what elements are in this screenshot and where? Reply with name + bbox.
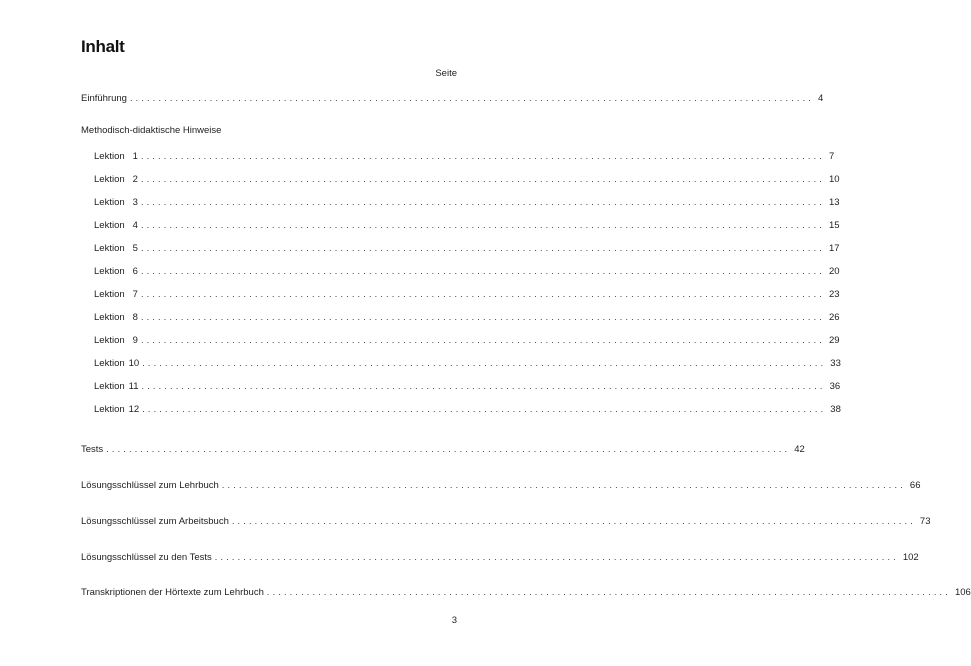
- lesson-number: 1: [132, 151, 138, 162]
- toc-entry: [81, 515, 931, 528]
- toc-entry-label: Lösungsschlüssel zum Arbeitsbuch: [81, 516, 229, 527]
- lesson-page: 17: [829, 243, 840, 254]
- leader-dots: ........................................................................................................................: [266, 587, 951, 597]
- toc-entry-page: 4: [818, 93, 824, 104]
- lesson-title: [94, 381, 142, 393]
- lesson-title: [94, 358, 142, 370]
- lesson-title: [94, 266, 141, 278]
- lesson-number: 11: [128, 381, 139, 392]
- toc-lesson-row: [94, 311, 840, 324]
- lesson-label: Lektion: [94, 289, 125, 300]
- lesson-page: 23: [829, 289, 840, 300]
- toc-entry: [81, 551, 919, 564]
- leader-dots: ........................................................................................................................: [140, 151, 825, 161]
- leader-dots: ........................................................................................................................: [214, 552, 899, 562]
- toc-lesson-row: [94, 150, 835, 163]
- toc-entry: [81, 586, 971, 599]
- lesson-number: 5: [132, 243, 138, 254]
- leader-dots: ........................................................................................................................: [141, 381, 826, 391]
- lesson-label: Lektion: [94, 381, 125, 392]
- toc-lesson-row: [94, 288, 840, 301]
- page-number: 3: [451, 615, 457, 626]
- lesson-page: 10: [829, 174, 840, 185]
- lesson-label: Lektion: [94, 335, 125, 346]
- lesson-label: Lektion: [94, 197, 125, 208]
- leader-dots: ........................................................................................................................: [221, 480, 906, 490]
- toc-entry-page: 66: [909, 480, 921, 491]
- leader-dots: ........................................................................................................................: [142, 404, 827, 414]
- lesson-label: Lektion: [94, 404, 125, 415]
- lesson-page: 26: [829, 312, 840, 323]
- toc-lesson-row: [94, 173, 840, 186]
- leader-dots: ........................................................................................................................: [140, 174, 825, 184]
- lesson-number: 10: [128, 358, 140, 369]
- section-heading: Methodisch-didaktische Hinweise: [81, 125, 222, 136]
- leader-dots: ........................................................................................................................: [140, 197, 825, 207]
- toc-entry-label: Tests: [81, 444, 104, 455]
- toc-entry: [81, 479, 921, 492]
- lesson-number: 3: [132, 197, 138, 208]
- leader-dots: ........................................................................................................................: [142, 358, 827, 368]
- lesson-title: [94, 404, 142, 416]
- lesson-number: 8: [132, 312, 138, 323]
- lesson-label: Lektion: [94, 243, 125, 254]
- toc-entry: [81, 443, 805, 456]
- toc-entry-page: 73: [919, 516, 931, 527]
- leader-dots: ........................................................................................................................: [140, 243, 825, 253]
- toc-entry-page: 42: [794, 444, 805, 455]
- lesson-label: Lektion: [94, 151, 125, 162]
- leader-dots: ........................................................................................................................: [140, 266, 825, 276]
- lesson-title: [94, 243, 141, 255]
- page-column-header: Seite: [435, 68, 457, 79]
- toc-lesson-row: [94, 196, 840, 209]
- lesson-label: Lektion: [94, 266, 125, 277]
- leader-dots: ........................................................................................................................: [140, 335, 825, 345]
- toc-entry-label: Lösungsschlüssel zu den Tests: [81, 552, 212, 563]
- toc-entry-page: 102: [902, 552, 919, 563]
- lesson-title: [94, 151, 141, 163]
- lesson-title: [94, 220, 141, 232]
- lesson-page: 29: [829, 335, 840, 346]
- toc-lesson-row: [94, 334, 840, 347]
- leader-dots: ........................................................................................................................: [231, 516, 916, 526]
- toc-lesson-row: [94, 242, 840, 255]
- lesson-number: 7: [132, 289, 138, 300]
- toc-entry: [81, 92, 824, 105]
- toc-entry-label: Einführung: [81, 93, 127, 104]
- leader-dots: ........................................................................................................................: [129, 93, 815, 103]
- toc-lesson-row: [94, 403, 841, 416]
- toc-entry-page: 106: [954, 587, 971, 598]
- leader-dots: ........................................................................................................................: [106, 444, 791, 454]
- leader-dots: ........................................................................................................................: [140, 289, 825, 299]
- lesson-label: Lektion: [94, 174, 125, 185]
- lesson-title: [94, 335, 141, 347]
- toc-lesson-row: [94, 357, 841, 370]
- lesson-title: [94, 289, 141, 301]
- lesson-number: 9: [132, 335, 138, 346]
- toc-entry-label: Transkriptionen der Hörtexte zum Lehrbuch: [81, 587, 264, 598]
- lesson-label: Lektion: [94, 312, 125, 323]
- leader-dots: ........................................................................................................................: [140, 312, 825, 322]
- toc-lesson-row: [94, 265, 840, 278]
- lesson-title: [94, 312, 141, 324]
- toc-lesson-row: [94, 380, 841, 393]
- lesson-number: 6: [132, 266, 138, 277]
- lesson-title: [94, 174, 141, 186]
- lesson-page: 36: [829, 381, 841, 392]
- lesson-page: 13: [829, 197, 840, 208]
- lesson-page: 7: [829, 151, 835, 162]
- toc-entry-label: Lösungsschlüssel zum Lehrbuch: [81, 480, 219, 491]
- lesson-page: 33: [830, 358, 841, 369]
- lesson-number: 12: [128, 404, 140, 415]
- lesson-label: Lektion: [94, 358, 125, 369]
- lesson-page: 38: [830, 404, 841, 415]
- lesson-page: 15: [829, 220, 840, 231]
- lesson-title: [94, 197, 141, 209]
- lesson-number: 4: [132, 220, 138, 231]
- leader-dots: ........................................................................................................................: [140, 220, 825, 230]
- page-title: Inhalt: [81, 37, 125, 56]
- lesson-label: Lektion: [94, 220, 125, 231]
- lesson-number: 2: [132, 174, 138, 185]
- toc-lesson-row: [94, 219, 840, 232]
- lesson-page: 20: [829, 266, 840, 277]
